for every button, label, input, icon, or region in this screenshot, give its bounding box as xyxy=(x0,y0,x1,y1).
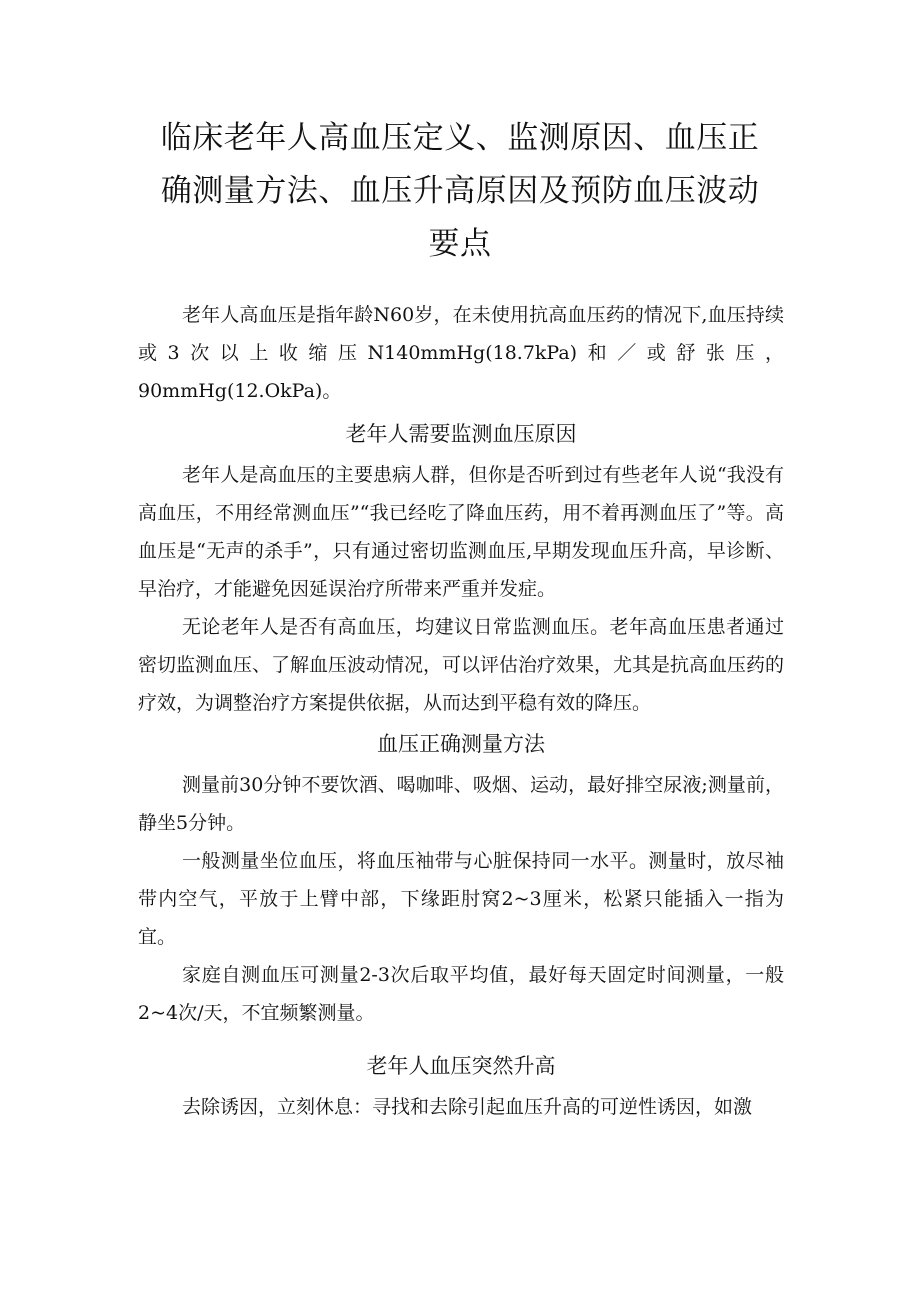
title-line-3: 要点 xyxy=(428,226,492,262)
intro-paragraph: 老年人高血压是指年龄N60岁，在未使用抗高血压药的情况下,血压持续或3次以上收缩压N140mmHg(18.7kPa)和／或舒张压，90mmHg(12.OkPa)。 xyxy=(138,304,784,402)
title-line-1: 临床老年人高血压定义、监测原因、血压正 xyxy=(160,120,760,156)
paragraph: 家庭自测血压可测量2-3次后取平均值，最好每天固定时间测量，一般2~4次/天，不宜频繁测量。 xyxy=(138,964,784,1024)
paragraph: 一般测量坐位血压，将血压袖带与心脏保持同一水平。测量时，放尽袖带内空气，平放于上臂中部，下缘距肘窝2~3厘米，松紧只能插入一指为宜。 xyxy=(138,850,784,948)
paragraph: 无论老年人是否有高血压，均建议日常监测血压。老年高血压患者通过密切监测血压、了解血压波动情况，可以评估治疗效果，尤其是抗高血压药的疗效，为调整治疗方案提供依据，从而达到平稳有效的降压。 xyxy=(138,616,785,714)
document-body xyxy=(138,296,784,1126)
paragraph: 去除诱因，立刻休息：寻找和去除引起血压升高的可逆性诱因，如激 xyxy=(182,1096,753,1118)
section-heading-monitoring-reasons: 老年人需要监测血压原因 xyxy=(345,422,577,446)
paragraph: 老年人是高血压的主要患病人群，但你是否听到过有些老年人说“我没有高血压，不用经常测血压”“我已经吃了降血压药，用不着再测血压了”等。高血压是“无声的杀手”，只有通过密切监测血压,早期发现血压升高，早诊断、早治疗，才能避免因延误治疗所带来严重并发症。 xyxy=(138,464,784,600)
document-title xyxy=(140,112,780,271)
section-heading-measurement-method: 血压正确测量方法 xyxy=(377,732,545,756)
title-line-2: 确测量方法、血压升高原因及预防血压波动 xyxy=(160,173,760,209)
paragraph: 测量前30分钟不要饮酒、喝咖啡、吸烟、运动，最好排空尿液;测量前，静坐5分钟。 xyxy=(138,774,784,834)
section-heading-sudden-rise: 老年人血压突然升高 xyxy=(366,1054,556,1078)
